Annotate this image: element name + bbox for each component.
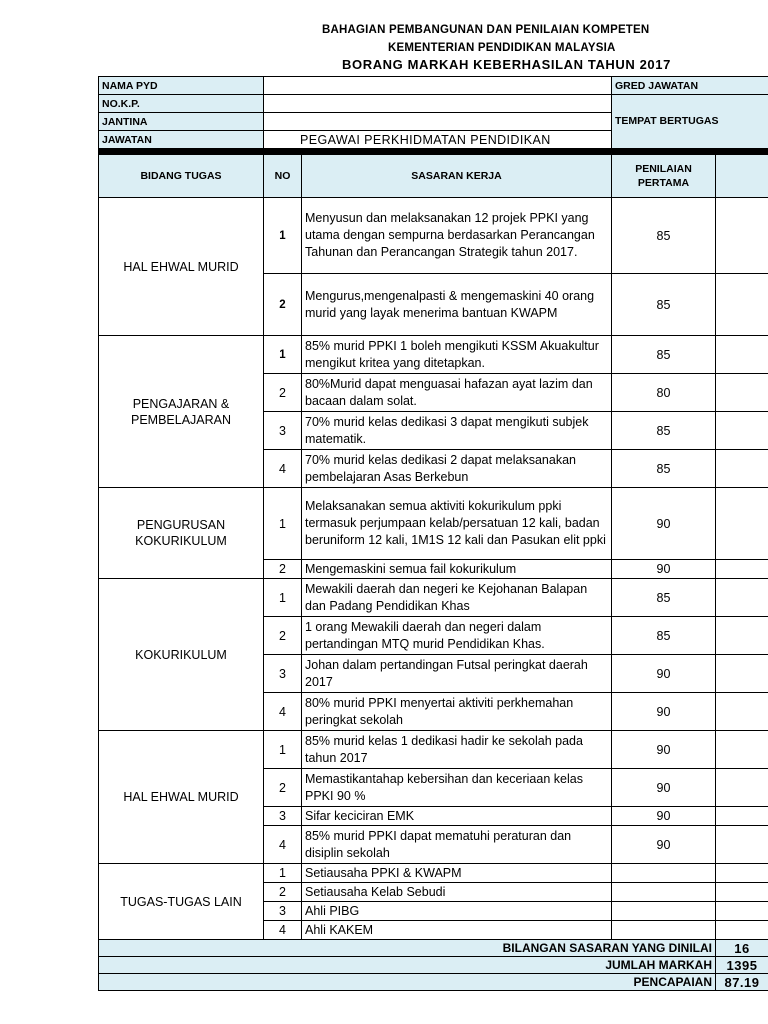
nama-pyd-field[interactable] xyxy=(264,77,612,95)
no-cell: 1 xyxy=(264,488,302,560)
bidang-tugas-cell: PENGURUSAN KOKURIKULUM xyxy=(99,488,264,579)
no-cell: 3 xyxy=(264,655,302,693)
footer-bilangan-row xyxy=(99,940,768,957)
info-row-nama xyxy=(99,77,768,95)
divider xyxy=(99,149,768,154)
sasaran-kerja-cell: 85% murid PPKI 1 boleh mengikuti KSSM Akuakultur mengikut kritea yang ditetapkan. xyxy=(302,336,612,374)
extra-cell xyxy=(716,579,768,617)
header-line-1: BAHAGIAN PEMBANGUNAN DAN PENILAIAN KOMPETEN xyxy=(322,24,650,36)
extra-cell xyxy=(716,826,768,864)
penilaian-score-cell[interactable]: 85 xyxy=(612,274,716,336)
extra-cell xyxy=(716,274,768,336)
jawatan-label: JAWATAN xyxy=(99,131,264,149)
extra-cell xyxy=(716,655,768,693)
table-row xyxy=(99,579,768,617)
table-row xyxy=(99,336,768,374)
sasaran-kerja-cell: Mengemaskini semua fail kokurikulum xyxy=(302,560,612,579)
no-cell: 4 xyxy=(264,921,302,940)
penilaian-score-cell[interactable]: 85 xyxy=(612,336,716,374)
sasaran-kerja-cell: Menyusun dan melaksanakan 12 projek PPKI yang utama dengan sempurna berdasarkan Perancangan Tahunan dan Perancangan Strategik tahun 2017. xyxy=(302,198,612,274)
footer-jumlah-row xyxy=(99,957,768,974)
no-cell: 2 xyxy=(264,560,302,579)
penilaian-score-cell[interactable]: 80 xyxy=(612,374,716,412)
table-row xyxy=(99,488,768,560)
bidang-tugas-cell: KOKURIKULUM xyxy=(99,579,264,731)
sasaran-kerja-cell: Mengurus,mengenalpasti & mengemaskini 40 orang murid yang layak menerima bantuan KWAPM xyxy=(302,274,612,336)
sasaran-rows xyxy=(99,198,768,940)
no-cell: 1 xyxy=(264,198,302,274)
table-row xyxy=(99,864,768,883)
gred-jawatan-label: GRED JAWATAN xyxy=(612,77,768,95)
col-sasaran-kerja: SASARAN KERJA xyxy=(302,155,612,198)
penilaian-score-cell[interactable] xyxy=(612,902,716,921)
pencapaian-label: PENCAPAIAN xyxy=(99,974,716,991)
extra-cell xyxy=(716,864,768,883)
form-title: BORANG MARKAH KEBERHASILAN TAHUN 2017 xyxy=(342,57,671,72)
sasaran-kerja-cell: Mewakili daerah dan negeri ke Kejohanan Balapan dan Padang Pendidikan Khas xyxy=(302,579,612,617)
no-cell: 2 xyxy=(264,883,302,902)
header-line-2: KEMENTERIAN PENDIDIKAN MALAYSIA xyxy=(388,42,616,54)
extra-cell xyxy=(716,731,768,769)
table-row xyxy=(99,198,768,274)
jantina-field[interactable] xyxy=(264,113,612,131)
no-cell: 1 xyxy=(264,336,302,374)
sasaran-kerja-cell: 85% murid PPKI dapat mematuhi peraturan dan disiplin sekolah xyxy=(302,826,612,864)
evaluation-sheet xyxy=(98,76,768,991)
penilaian-score-cell[interactable]: 90 xyxy=(612,731,716,769)
no-cell: 2 xyxy=(264,617,302,655)
penilaian-score-cell[interactable] xyxy=(612,921,716,940)
no-cell: 3 xyxy=(264,807,302,826)
penilaian-score-cell[interactable]: 90 xyxy=(612,769,716,807)
col-empty xyxy=(716,155,768,198)
no-cell: 2 xyxy=(264,769,302,807)
penilaian-score-cell[interactable]: 90 xyxy=(612,693,716,731)
extra-cell xyxy=(716,883,768,902)
penilaian-score-cell[interactable] xyxy=(612,883,716,902)
footer-pencapaian-row xyxy=(99,974,768,991)
extra-cell xyxy=(716,488,768,560)
sasaran-kerja-cell: Ahli KAKEM xyxy=(302,921,612,940)
sasaran-kerja-cell: Melaksanakan semua aktiviti kokurikulum ppki termasuk perjumpaan kelab/persatuan 12 kali, badan beruniform 12 kali, 1M1S 12 kali dan Pasukan elit ppki xyxy=(302,488,612,560)
penilaian-score-cell[interactable]: 85 xyxy=(612,450,716,488)
sasaran-kerja-cell: Memastikantahap kebersihan dan keceriaan kelas PPKI 90 % xyxy=(302,769,612,807)
extra-cell xyxy=(716,902,768,921)
extra-cell xyxy=(716,807,768,826)
penilaian-score-cell[interactable]: 85 xyxy=(612,198,716,274)
info-table xyxy=(98,76,768,154)
extra-cell xyxy=(716,769,768,807)
penilaian-score-cell[interactable]: 90 xyxy=(612,560,716,579)
extra-cell xyxy=(716,412,768,450)
extra-cell xyxy=(716,198,768,274)
extra-cell xyxy=(716,450,768,488)
col-penilaian-pertama: PENILAIAN PERTAMA xyxy=(612,155,716,198)
bidang-tugas-cell: PENGAJARAN & PEMBELAJARAN xyxy=(99,336,264,488)
penilaian-score-cell[interactable]: 85 xyxy=(612,412,716,450)
bidang-tugas-cell: TUGAS-TUGAS LAIN xyxy=(99,864,264,940)
penilaian-score-cell[interactable]: 90 xyxy=(612,488,716,560)
penilaian-score-cell[interactable]: 85 xyxy=(612,579,716,617)
info-row-nokp xyxy=(99,95,768,113)
no-cell: 4 xyxy=(264,450,302,488)
jumlah-label: JUMLAH MARKAH xyxy=(99,957,716,974)
sasaran-kerja-cell: Setiausaha Kelab Sebudi xyxy=(302,883,612,902)
penilaian-score-cell[interactable]: 90 xyxy=(612,807,716,826)
no-cell: 1 xyxy=(264,731,302,769)
sasaran-kerja-cell: 80% murid PPKI menyertai aktiviti perkhemahan peringkat sekolah xyxy=(302,693,612,731)
pencapaian-value: 87.19 xyxy=(716,974,768,991)
sasaran-kerja-cell: Ahli PIBG xyxy=(302,902,612,921)
sasaran-kerja-cell: 85% murid kelas 1 dedikasi hadir ke sekolah pada tahun 2017 xyxy=(302,731,612,769)
jumlah-value: 1395 xyxy=(716,957,768,974)
bidang-tugas-cell: HAL EHWAL MURID xyxy=(99,731,264,864)
extra-cell xyxy=(716,693,768,731)
bilangan-label: BILANGAN SASARAN YANG DINILAI xyxy=(99,940,716,957)
no-cell: 1 xyxy=(264,864,302,883)
col-no: NO xyxy=(264,155,302,198)
bilangan-value: 16 xyxy=(716,940,768,957)
sasaran-table xyxy=(98,154,768,991)
tempat-bertugas-label: TEMPAT BERTUGAS xyxy=(612,95,768,149)
extra-cell xyxy=(716,336,768,374)
no-cell: 2 xyxy=(264,374,302,412)
bidang-tugas-cell: HAL EHWAL MURID xyxy=(99,198,264,336)
jawatan-value: PEGAWAI PERKHIDMATAN PENDIDIKAN xyxy=(264,131,612,149)
sasaran-kerja-cell: 70% murid kelas dedikasi 3 dapat mengikuti subjek matematik. xyxy=(302,412,612,450)
table-row xyxy=(99,731,768,769)
sasaran-kerja-cell: 1 orang Mewakili daerah dan negeri dalam pertandingan MTQ murid Pendidikan Khas. xyxy=(302,617,612,655)
penilaian-score-cell[interactable]: 85 xyxy=(612,617,716,655)
no-cell: 4 xyxy=(264,826,302,864)
no-cell: 4 xyxy=(264,693,302,731)
extra-cell xyxy=(716,921,768,940)
extra-cell xyxy=(716,560,768,579)
sasaran-kerja-cell: 80%Murid dapat menguasai hafazan ayat lazim dan bacaan dalam solat. xyxy=(302,374,612,412)
col-bidang-tugas: BIDANG TUGAS xyxy=(99,155,264,198)
no-kp-field[interactable] xyxy=(264,95,612,113)
no-cell: 2 xyxy=(264,274,302,336)
no-cell: 3 xyxy=(264,902,302,921)
no-cell: 1 xyxy=(264,579,302,617)
penilaian-score-cell[interactable]: 90 xyxy=(612,655,716,693)
column-header-row xyxy=(99,155,768,198)
sasaran-kerja-cell: Sifar keciciran EMK xyxy=(302,807,612,826)
jantina-label: JANTINA xyxy=(99,113,264,131)
penilaian-score-cell[interactable]: 90 xyxy=(612,826,716,864)
sasaran-kerja-cell: Setiausaha PPKI & KWAPM xyxy=(302,864,612,883)
sasaran-kerja-cell: Johan dalam pertandingan Futsal peringkat daerah 2017 xyxy=(302,655,612,693)
extra-cell xyxy=(716,374,768,412)
no-kp-label: NO.K.P. xyxy=(99,95,264,113)
sasaran-kerja-cell: 70% murid kelas dedikasi 2 dapat melaksanakan pembelajaran Asas Berkebun xyxy=(302,450,612,488)
penilaian-score-cell[interactable] xyxy=(612,864,716,883)
nama-pyd-label: NAMA PYD xyxy=(99,77,264,95)
no-cell: 3 xyxy=(264,412,302,450)
extra-cell xyxy=(716,617,768,655)
